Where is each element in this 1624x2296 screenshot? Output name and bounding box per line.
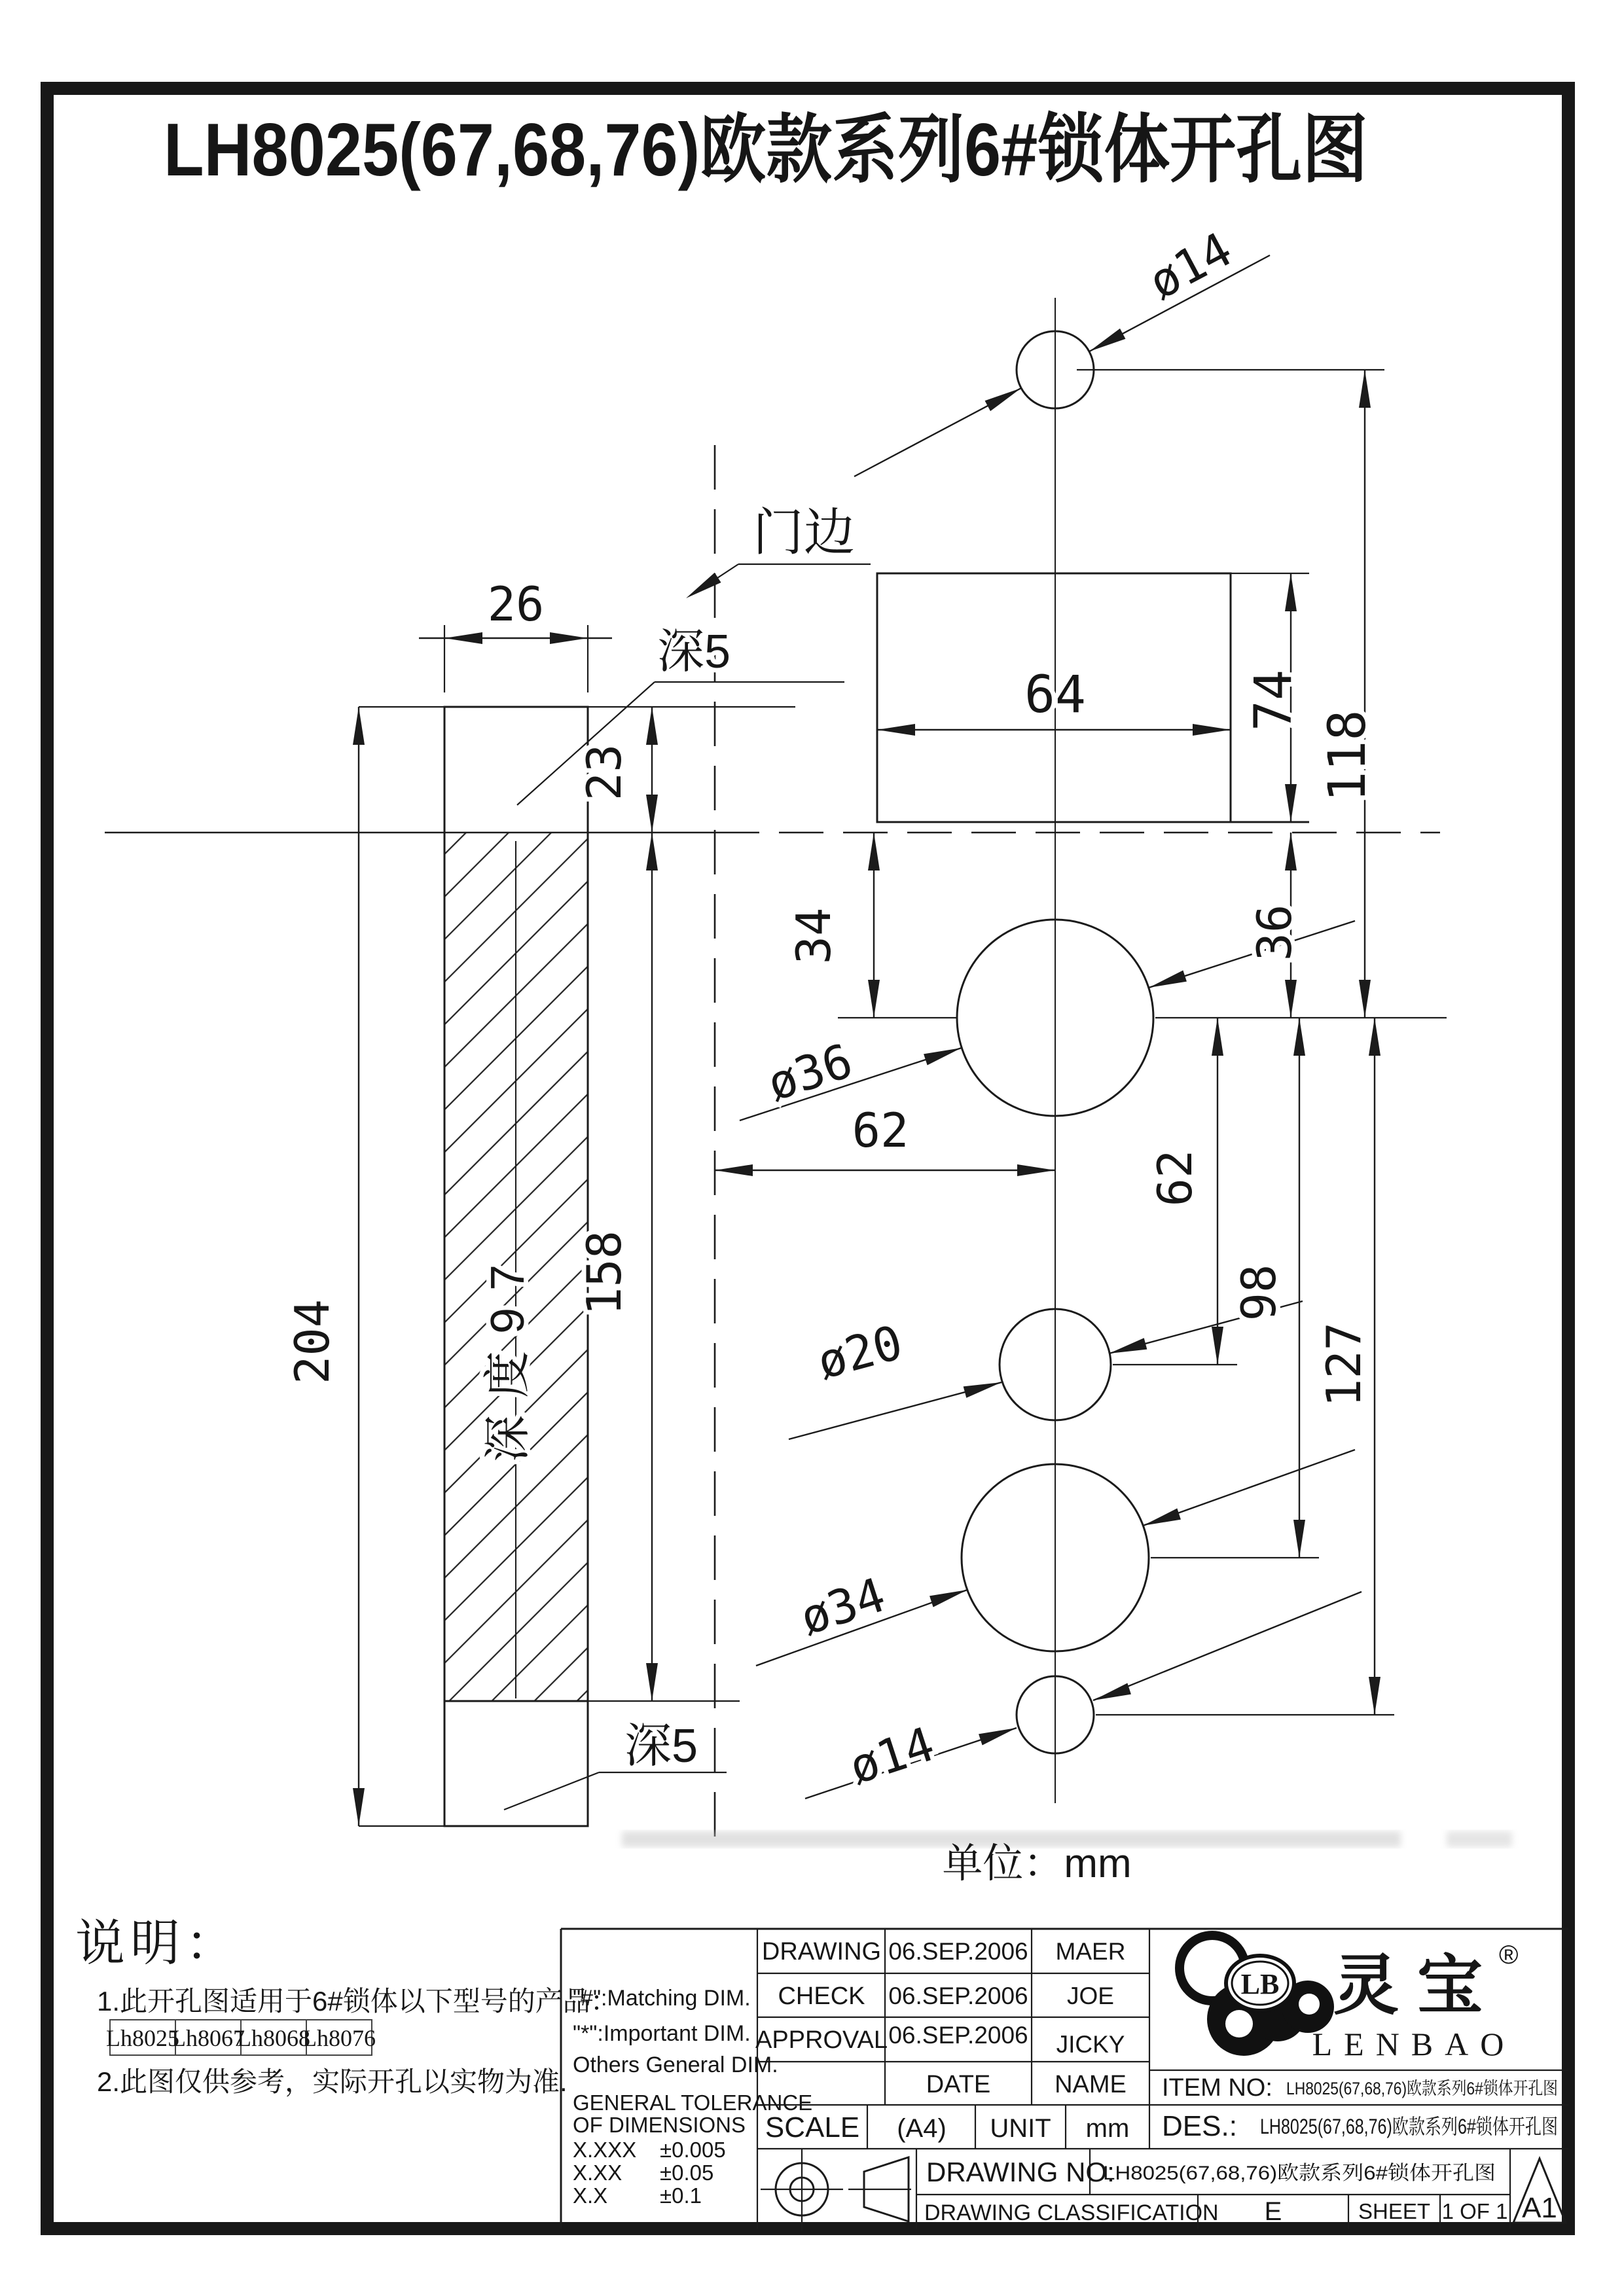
note-1: 1.此开孔图适用于6#锁体以下型号的产品： bbox=[97, 1986, 618, 2017]
sheet-label: SHEET bbox=[1358, 2199, 1431, 2223]
legend-important: "*":Important DIM. bbox=[573, 2021, 751, 2046]
tol-k-2: X.XX bbox=[573, 2161, 623, 2185]
des-value: LH8025(67,68,76)欧款系列6#锁体开孔图 bbox=[1260, 2115, 1558, 2138]
dim-26: 26 bbox=[487, 577, 545, 632]
dim-23: 23 bbox=[577, 744, 632, 801]
unit-label: UNIT bbox=[990, 2114, 1051, 2143]
hole-top-14 bbox=[854, 221, 1270, 476]
unit-value: mm bbox=[1085, 2114, 1130, 2143]
approval-date-approval: 06.SEP.2006 bbox=[888, 2022, 1028, 2049]
item-value: LH8025(67,68,76)欧款系列6#锁体开孔图 bbox=[1286, 2079, 1558, 2098]
sheet-value: 1 OF 1 bbox=[1441, 2199, 1508, 2223]
page-title: LH8025(67,68,76)欧款系列6#锁体开孔图 bbox=[164, 109, 1368, 192]
model-cell: Lh8067 bbox=[171, 2025, 245, 2051]
lenbao-logo bbox=[1180, 1935, 1518, 2062]
tolerance-line1: GENERAL TOLERANCE bbox=[573, 2090, 813, 2115]
des-label: DES.: bbox=[1162, 2110, 1237, 2142]
dim-36: 36 bbox=[1247, 904, 1302, 961]
notes-heading: 说明： bbox=[75, 1916, 240, 1971]
unit-note: 单位：mm bbox=[942, 1841, 1132, 1886]
tol-v-2: ±0.05 bbox=[660, 2161, 714, 2185]
tol-v-1: ±0.005 bbox=[660, 2138, 726, 2162]
tolerance-line2: OF DIMENSIONS bbox=[573, 2113, 746, 2137]
hole-36-label: ø36 bbox=[761, 1033, 859, 1112]
drawing-no-label: DRAWING NO: bbox=[926, 2157, 1115, 2187]
tol-v-3: ±0.1 bbox=[660, 2183, 702, 2208]
model-cell: Lh8068 bbox=[237, 2025, 310, 2051]
dim-158: 158 bbox=[577, 1230, 632, 1316]
classification-label: DRAWING CLASSIFICATION bbox=[924, 2200, 1219, 2225]
sheet-border bbox=[47, 88, 1568, 2229]
door-edge-label: 门边 bbox=[753, 503, 856, 561]
tol-k-3: X.X bbox=[573, 2183, 608, 2208]
dim-118: 118 bbox=[1318, 709, 1377, 802]
hole-36 bbox=[740, 920, 1447, 1121]
approval-date-drawing: 06.SEP.2006 bbox=[888, 1938, 1028, 1965]
scale-value: (A4) bbox=[897, 2114, 947, 2143]
hole-bottom-14 bbox=[805, 1592, 1394, 1799]
approval-date-check: 06.SEP.2006 bbox=[888, 1982, 1028, 2009]
hole-bottom-14-label: ø14 bbox=[842, 1716, 941, 1795]
sheet-size-mark bbox=[1513, 2159, 1566, 2224]
classification-value: E bbox=[1264, 2197, 1282, 2226]
dim-98: 98 bbox=[1231, 1264, 1286, 1321]
scale-label: SCALE bbox=[765, 2111, 860, 2144]
title-block bbox=[561, 1929, 1568, 2231]
door-edge-section bbox=[444, 707, 588, 1826]
dim-64: 64 bbox=[1024, 666, 1086, 725]
approval-label-drawing: DRAWING bbox=[761, 1938, 882, 1965]
dim-127: 127 bbox=[1316, 1321, 1371, 1408]
notes-section bbox=[75, 1916, 618, 2097]
approval-label-check: CHECK bbox=[778, 1982, 865, 2010]
approval-name-check: JOE bbox=[1067, 1982, 1114, 2009]
date-header: DATE bbox=[926, 2071, 991, 2098]
dim-34: 34 bbox=[786, 907, 841, 965]
depth-pocket-label: 深度97 bbox=[482, 1247, 534, 1463]
logo-zh: 灵宝 bbox=[1333, 1950, 1501, 2022]
item-label: ITEM NO: bbox=[1162, 2074, 1272, 2102]
model-cell: Lh8076 bbox=[302, 2025, 376, 2051]
logo-monogram: LB bbox=[1240, 1968, 1280, 2000]
legend-general: Others General DIM. bbox=[573, 2053, 778, 2077]
approval-label-approval: APPROVAL bbox=[755, 2026, 888, 2054]
dim-204: 204 bbox=[285, 1299, 340, 1385]
logo-en: LENBAO bbox=[1312, 2026, 1516, 2062]
drawing-no-value: LH8025(67,68,76)欧款系列6#锁体开孔图 bbox=[1103, 2162, 1496, 2184]
model-table bbox=[106, 2020, 376, 2055]
model-cell: Lh8025 bbox=[106, 2025, 179, 2051]
hole-34-label: ø34 bbox=[793, 1567, 892, 1646]
size-code: A1 bbox=[1522, 2192, 1557, 2224]
hole-20 bbox=[789, 1301, 1303, 1439]
dim-62-horizontal: 62 bbox=[852, 1103, 909, 1158]
hole-top-14-label: ø14 bbox=[1140, 221, 1241, 310]
note-2: 2.此图仅供参考，实际开孔以实物为准. bbox=[97, 2066, 568, 2097]
hole-20-label: ø20 bbox=[811, 1314, 909, 1390]
depth-top-label: 深5 bbox=[657, 626, 731, 678]
tol-k-1: X.XXX bbox=[573, 2138, 637, 2162]
dim-74: 74 bbox=[1244, 670, 1303, 731]
approval-name-drawing: MAER bbox=[1055, 1938, 1126, 1965]
name-header: NAME bbox=[1055, 2071, 1127, 2098]
legend-matching: "#":Matching DIM. bbox=[573, 1986, 751, 2011]
dim-62-vertical: 62 bbox=[1147, 1149, 1202, 1207]
approval-name-approval: JICKY bbox=[1056, 2031, 1125, 2058]
logo-reg-icon: ® bbox=[1499, 1941, 1519, 1969]
depth-bottom-label: 深5 bbox=[624, 1720, 698, 1772]
projection-symbol bbox=[761, 2148, 911, 2231]
